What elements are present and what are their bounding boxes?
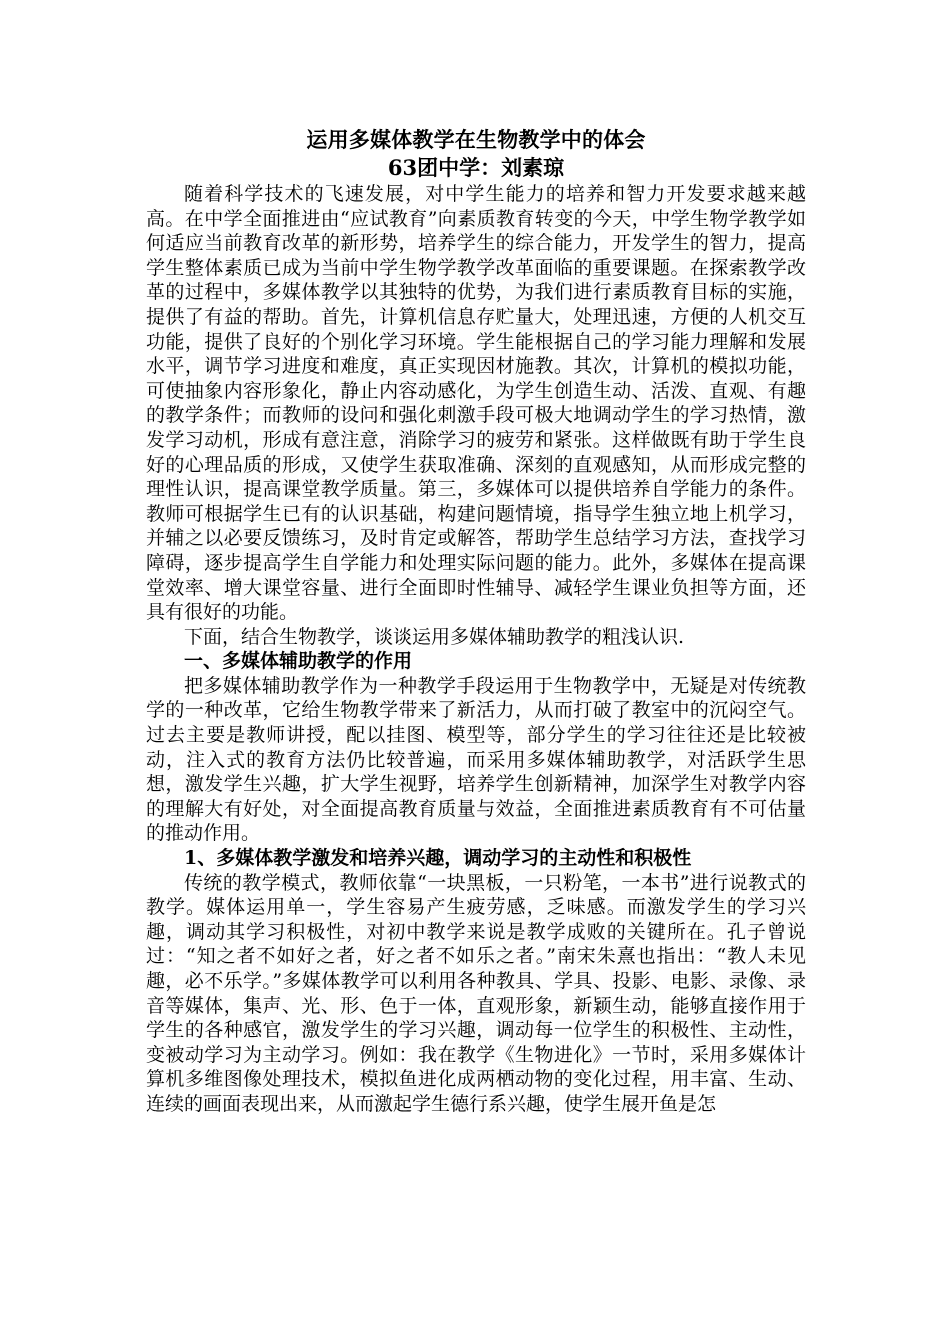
subsection-paragraph-1: 传统的教学模式，教师依靠“一块黑板，一只粉笔，一本书”进行说教式的教学。媒体运用单一，学生容易产生疲劳感，乏味感。而激发学生的学习兴趣，调动其学习积极性，对初中教学来说是教学成败的关键所在。孔子曾说过：“知之者不如好之者，好之者不如乐之者。”南宋朱熹也指出：“教人未见趣，必不乐学。”多媒体教学可以利用各种教具、学具、投影、电影、录像、录音等媒体，集声、光、形、色于一体，直观形象，新颖生动，能够直接作用于学生的各种感官，激发学生的学习兴趣，调动每一位学生的积极性、主动性，变被动学习为主动学习。例如：我在教学《生物进化》一节时，采用多媒体计算机多维图像处理技术，模拟鱼进化成两栖动物的变化过程，用丰富、生动、连续的画面表现出来，从而激起学生德行系兴趣，使学生展开鱼是怎	[146, 871, 806, 1115]
subsection-heading-1: 1、多媒体教学激发和培养兴趣，调动学习的主动性和积极性	[184, 847, 692, 870]
document-author: 63团中学：刘素琼	[387, 155, 565, 180]
transition-paragraph: 下面，结合生物教学，谈谈运用多媒体辅助教学的粗浅认识.	[184, 625, 685, 648]
document-title: 运用多媒体教学在生物教学中的体会	[306, 127, 646, 152]
section-paragraph-1: 把多媒体辅助教学作为一种教学手段运用于生物教学中，无疑是对传统教学的一种改革，它给生物教学带来了新活力，从而打破了教室中的沉闷空气。过去主要是教师讲授，配以挂图、模型等，部分学生的学习往往还是比较被动，注入式的教育方法仍比较普遍，而采用多媒体辅助教学，对活跃学生思想，激发学生兴趣，扩大学生视野，培养学生创新精神，加深学生对教学内容的理解大有好处，对全面提高教育质量与效益，全面推进素质教育有不可估量的推动作用。	[146, 674, 806, 845]
intro-paragraph: 随着科学技术的飞速发展，对中学生能力的培养和智力开发要求越来越高。在中学全面推进由“应试教育”向素质教育转变的今天，中学生物学教学如何适应当前教育改革的新形势，培养学生的综合能力，开发学生的智力，提高学生整体素质已成为当前中学生物学教学改革面临的重要课题。在探索教学改革的过程中，多媒体教学以其独特的优势，为我们进行素质教育目标的实施，提供了有益的帮助。首先，计算机信息存贮量大，处理迅速，方便的人机交互功能，提供了良好的个别化学习环境。学生能根据自己的学习能力理解和发展水平，调节学习进度和难度，真正实现因材施教。其次，计算机的模拟功能，可使抽象内容形象化，静止内容动感化，为学生创造生动、活泼、直观、有趣的教学条件；而教师的设问和强化刺激手段可极大地调动学生的学习热情，激发学习动机，形成有意注意，消除学习的疲劳和紧张。这样做既有助于学生良好的心理品质的形成，又使学生获取准确、深刻的直观感知，从而形成完整的理性认识，提高课堂教学质量。第三，多媒体可以提供培养自学能力的条件。教师可根据学生已有的认识基础，构建问题情境，指导学生独立地上机学习，并辅之以必要反馈练习，及时肯定或解答，帮助学生总结学习方法，查找学习障碍，逐步提高学生自学能力和处理实际问题的能力。此外，多媒体在提高课堂效率、增大课堂容量、进行全面即时性辅导、减轻学生课业负担等方面，还具有很好的功能。	[146, 183, 806, 624]
document-page	[146, 126, 806, 1306]
section-heading-1: 一、多媒体辅助教学的作用	[184, 650, 413, 673]
